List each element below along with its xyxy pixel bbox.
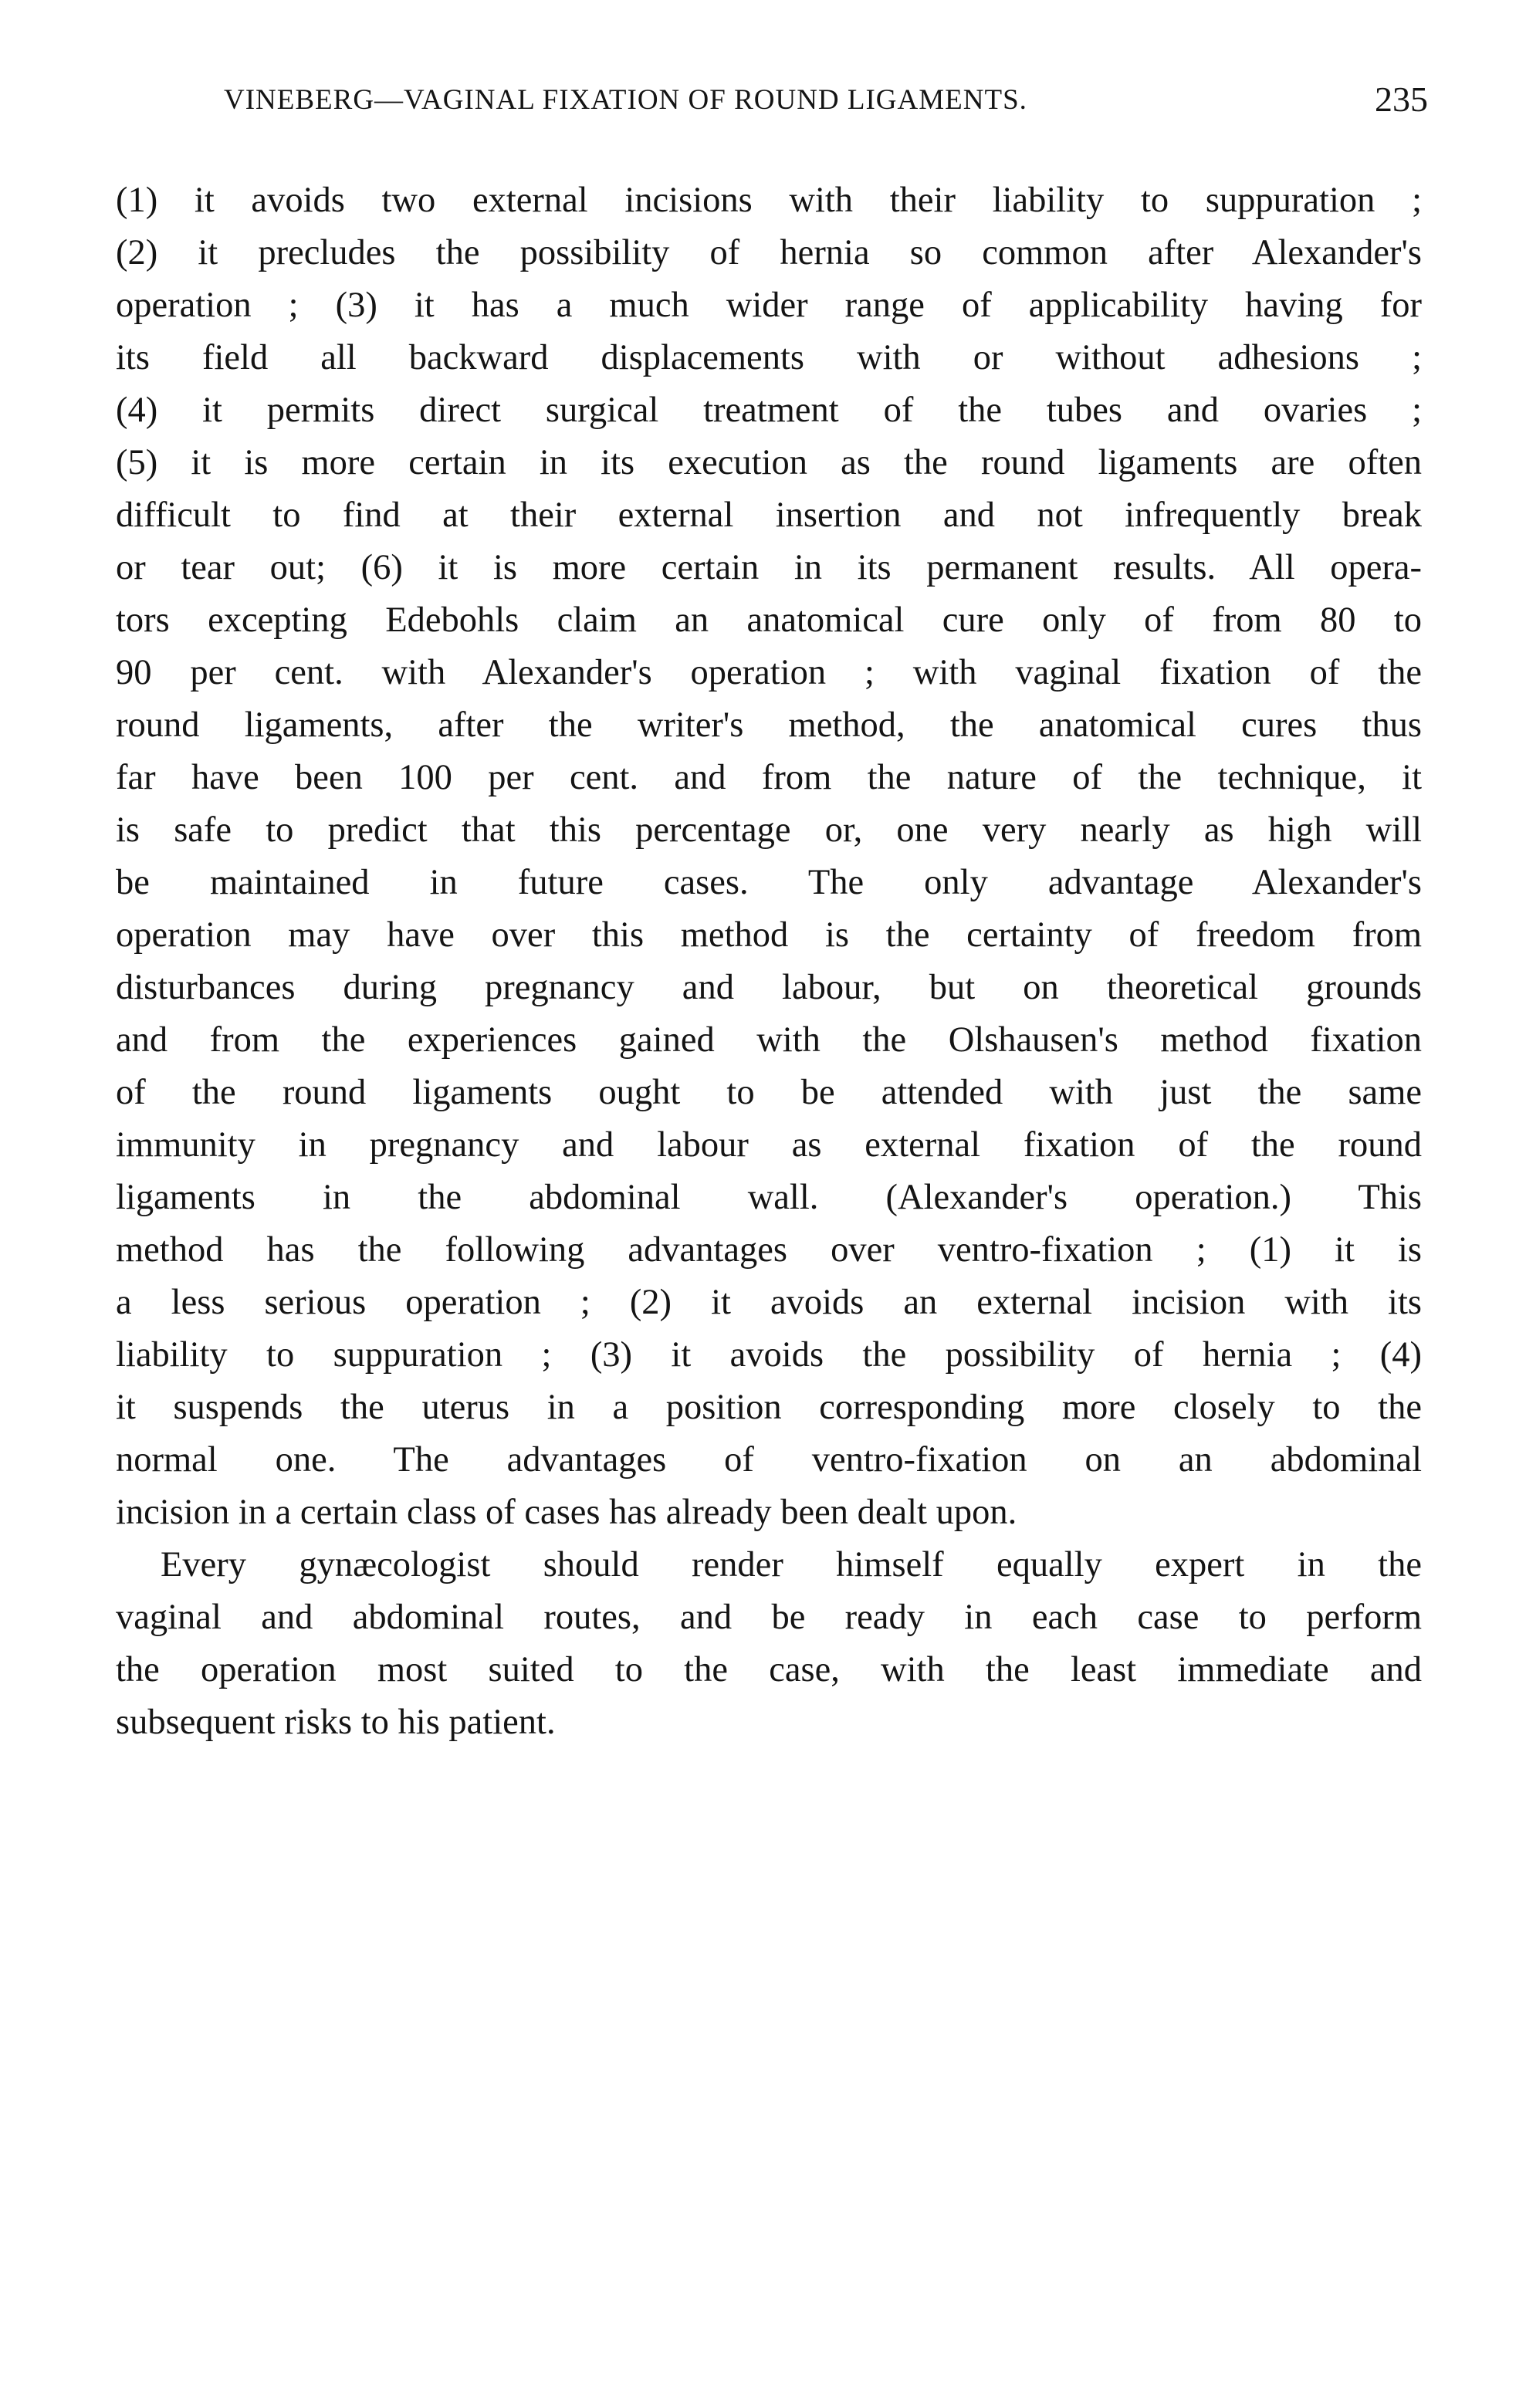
text-line: (2) it precludes the possibility of hernia so common after Alexander's [116,233,1422,272]
running-head-title: VINEBERG—VAGINAL FIXATION OF ROUND LIGAMENTS. [224,84,1027,116]
text-line: ligaments in the abdominal wall. (Alexander's operation.) This [116,1178,1422,1217]
text-line: be maintained in future cases. The only advantage Alexander's [116,863,1422,902]
text-line: incision in a certain class of cases has already been dealt upon. [116,1493,1017,1532]
text-line: disturbances during pregnancy and labour, but on theoretical grounds [116,968,1422,1007]
text-line: difficult to find at their external insertion and not infrequently break [116,495,1422,535]
text-line: tors excepting Edebohls claim an anatomical cure only of from 80 to [116,600,1422,640]
text-line: or tear out; (6) it is more certain in its permanent results. All opera- [116,548,1422,587]
text-line: operation ; (3) it has a much wider range of applicability having for [116,286,1422,325]
text-line: liability to suppuration ; (3) it avoids the possibility of hernia ; (4) [116,1335,1422,1375]
text-line: 90 per cent. with Alexander's operation ; with vaginal fixation of the [116,653,1422,692]
text-line: a less serious operation ; (2) it avoids an external incision with its [116,1283,1422,1322]
text-line: far have been 100 per cent. and from the nature of the technique, it [116,758,1422,797]
text-line: and from the experiences gained with the Olshausen's method fixation [116,1020,1422,1060]
body-text [116,174,1422,1749]
page-number: 235 [1375,79,1428,119]
text-line: the operation most suited to the case, with the least immediate and [116,1650,1422,1689]
running-head [224,79,1428,145]
text-line: (5) it is more certain in its execution as the round ligaments are often [116,443,1422,482]
text-line: is safe to predict that this percentage or, one very nearly as high will [116,810,1422,850]
text-line: it suspends the uterus in a position corresponding more closely to the [116,1388,1422,1427]
text-line: immunity in pregnancy and labour as external fixation of the round [116,1125,1422,1165]
text-line: operation may have over this method is the certainty of freedom from [116,915,1422,955]
text-line: subsequent risks to his patient. [116,1703,556,1742]
text-line: of the round ligaments ought to be attended with just the same [116,1073,1422,1112]
text-line: round ligaments, after the writer's method, the anatomical cures thus [116,705,1422,745]
text-line: (1) it avoids two external incisions with their liability to suppuration ; [116,181,1422,220]
text-line: its field all backward displacements with or without adhesions ; [116,338,1422,377]
text-line: Every gynæcologist should render himself equally expert in the [161,1545,1422,1584]
text-line: vaginal and abdominal routes, and be ready in each case to perform [116,1598,1422,1637]
text-line: normal one. The advantages of ventro-fixation on an abdominal [116,1440,1422,1480]
text-line: (4) it permits direct surgical treatment of the tubes and ovaries ; [116,391,1422,430]
text-line: method has the following advantages over ventro-fixation ; (1) it is [116,1230,1422,1270]
